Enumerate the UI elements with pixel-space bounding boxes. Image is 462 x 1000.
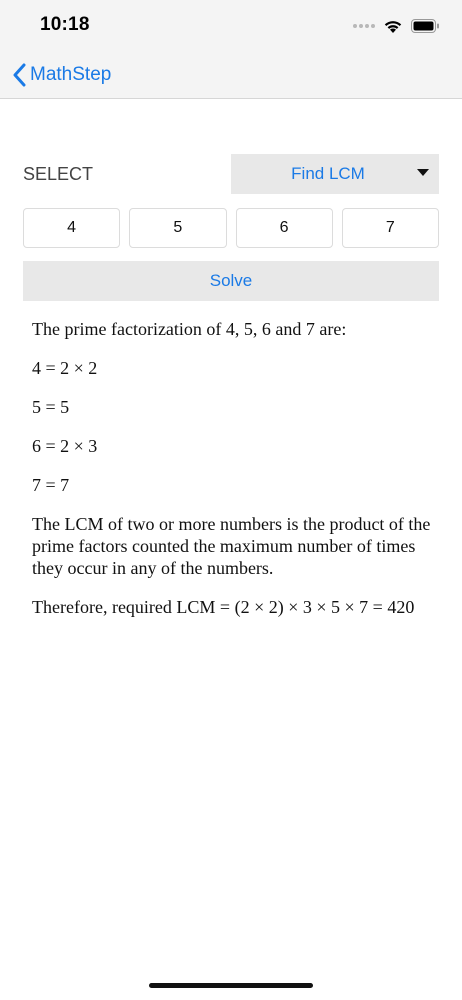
chevron-left-icon — [12, 63, 26, 87]
select-label: SELECT — [23, 164, 94, 184]
top-bar — [0, 0, 462, 99]
status-icons — [353, 16, 440, 36]
factorization-line: 7 = 7 — [32, 475, 70, 495]
solution-text — [32, 318, 436, 635]
solution-explanation: The LCM of two or more numbers is the product of the prime factors counted the maximum number of times they occur in any of the numbers. — [32, 514, 431, 578]
number-input-4[interactable]: 7 — [342, 208, 439, 248]
number-inputs — [23, 208, 439, 248]
signal-icon — [353, 24, 375, 28]
operation-dropdown[interactable] — [231, 154, 439, 194]
wifi-icon — [383, 19, 403, 34]
back-button[interactable] — [12, 60, 111, 90]
solution-result: Therefore, required LCM = (2 × 2) × 3 × 5 × 7 = 420 — [32, 597, 415, 617]
factorization-line: 5 = 5 — [32, 397, 70, 417]
battery-icon — [411, 19, 440, 33]
number-input-2[interactable]: 5 — [129, 208, 226, 248]
factorization-line: 4 = 2 × 2 — [32, 358, 98, 378]
number-input-1[interactable]: 4 — [23, 208, 120, 248]
dropdown-selected-value: Find LCM — [291, 164, 365, 183]
solution-intro: The prime factorization of 4, 5, 6 and 7 are: — [32, 319, 347, 339]
home-indicator[interactable] — [149, 983, 313, 988]
number-input-3[interactable]: 6 — [236, 208, 333, 248]
solve-button[interactable]: Solve — [23, 261, 439, 301]
back-button-label: MathStep — [30, 64, 112, 85]
caret-down-icon — [417, 169, 429, 177]
status-time: 10:18 — [40, 14, 90, 35]
factorization-line: 6 = 2 × 3 — [32, 436, 98, 456]
